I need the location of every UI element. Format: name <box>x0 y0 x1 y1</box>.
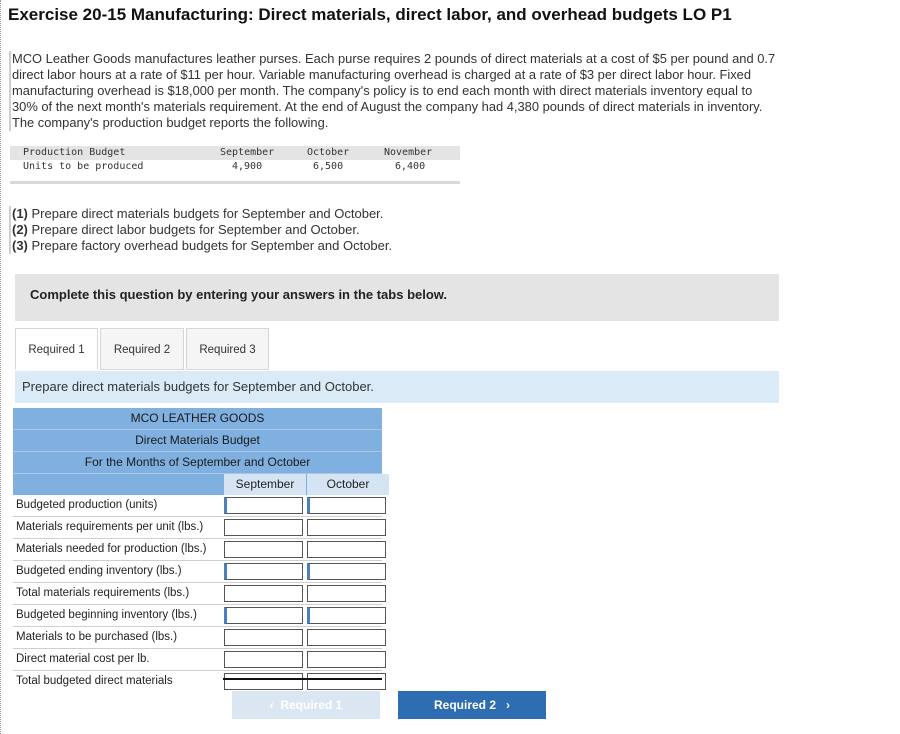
production-budget-header-row <box>10 146 460 160</box>
tab-required-1[interactable]: Required 1 <box>15 328 98 370</box>
september-input[interactable] <box>224 607 303 624</box>
intro-line: 30% of the next month's materials requirement. At the end of August the company had 4,380 pounds of direct materials in inventory. <box>12 99 763 114</box>
direct-materials-budget-table <box>13 408 382 692</box>
october-input[interactable] <box>307 563 386 580</box>
tab-required-3[interactable]: Required 3 <box>186 328 269 370</box>
production-budget-table <box>10 146 460 176</box>
row-label: Total budgeted direct materials <box>16 675 173 687</box>
table-row <box>13 605 382 627</box>
budget-name: Direct Materials Budget <box>13 430 382 452</box>
previous-button[interactable]: ‹ Required 1 <box>232 691 380 719</box>
row-label: Direct material cost per lb. <box>16 653 150 665</box>
budget-column-headers <box>13 474 382 495</box>
units-value: 6,500 <box>313 161 344 172</box>
next-button[interactable]: Required 2 › <box>398 691 546 719</box>
row-label: Materials needed for production (lbs.) <box>16 543 207 555</box>
october-input[interactable] <box>307 607 386 624</box>
requirement-item: (3) Prepare factory overhead budgets for September and October. <box>12 238 393 253</box>
september-input[interactable] <box>224 629 303 646</box>
instruction-text: Prepare direct materials budgets for September and October. <box>22 379 374 394</box>
row-label: Total materials requirements (lbs.) <box>16 587 190 599</box>
row-label: Budgeted production (units) <box>16 499 158 511</box>
september-input[interactable] <box>224 497 303 514</box>
september-input[interactable] <box>224 541 303 558</box>
budget-company: MCO LEATHER GOODS <box>13 408 382 430</box>
production-budget-heading: Production Budget <box>23 147 126 158</box>
october-input[interactable] <box>307 541 386 558</box>
october-input[interactable] <box>307 673 386 690</box>
row-label: Budgeted beginning inventory (lbs.) <box>16 609 197 621</box>
month-header: September <box>220 147 275 158</box>
instruction-bar <box>15 371 779 403</box>
intro-line: manufacturing overhead is $18,000 per month. The company's policy is to end each month with direct materials inventory equal to <box>12 83 753 98</box>
table-row <box>13 495 382 517</box>
row-label: Materials requirements per unit (lbs.) <box>16 521 204 533</box>
table-row <box>13 539 382 561</box>
month-header: November <box>384 147 433 158</box>
table-row <box>13 627 382 649</box>
table-row <box>13 561 382 583</box>
units-label: Units to be produced <box>23 161 144 172</box>
table-row <box>13 649 382 671</box>
complete-prompt: Complete this question by entering your answers in the tabs below. <box>30 287 448 302</box>
budget-period: For the Months of September and October <box>13 452 382 474</box>
production-budget-row <box>10 160 460 176</box>
row-label: Materials to be purchased (lbs.) <box>16 631 178 643</box>
complete-banner <box>15 274 779 321</box>
table-row <box>13 517 382 539</box>
total-double-line <box>223 678 382 680</box>
october-input[interactable] <box>307 651 386 668</box>
units-value: 6,400 <box>395 161 426 172</box>
october-input[interactable] <box>307 519 386 536</box>
september-input[interactable] <box>224 673 303 690</box>
intro-line: direct labor hours at a rate of $11 per hour. Variable manufacturing overhead is charged at a rate of $3 per direct labor hour. Fixed <box>12 67 752 82</box>
table-row <box>13 583 382 605</box>
table-row <box>13 671 382 692</box>
month-header: October <box>307 147 350 158</box>
divider <box>10 181 460 184</box>
units-value: 4,900 <box>232 161 263 172</box>
september-input[interactable] <box>224 651 303 668</box>
october-input[interactable] <box>307 585 386 602</box>
october-input[interactable] <box>307 629 386 646</box>
september-input[interactable] <box>224 585 303 602</box>
intro-text <box>9 51 857 131</box>
column-october: October <box>306 474 389 495</box>
chevron-left-icon: ‹ <box>269 698 274 712</box>
chevron-right-icon: › <box>506 698 511 712</box>
requirement-item: (2) Prepare direct labor budgets for September and October. <box>12 222 360 237</box>
row-label: Budgeted ending inventory (lbs.) <box>16 565 182 577</box>
requirement-item: (1) Prepare direct materials budgets for September and October. <box>12 206 384 221</box>
september-input[interactable] <box>224 563 303 580</box>
left-border <box>0 0 2 734</box>
october-input[interactable] <box>307 497 386 514</box>
requirements-list <box>9 206 392 254</box>
column-september: September <box>223 474 306 495</box>
intro-line: The company's production budget reports the following. <box>12 115 329 130</box>
september-input[interactable] <box>224 519 303 536</box>
tab-required-2[interactable]: Required 2 <box>100 328 184 370</box>
intro-line: MCO Leather Goods manufactures leather purses. Each purse requires 2 pounds of direct materials at a cost of $5 per pound and 0.7 <box>12 51 776 66</box>
page-title: Exercise 20-15 Manufacturing: Direct materials, direct labor, and overhead budgets LO P1 <box>8 5 732 24</box>
